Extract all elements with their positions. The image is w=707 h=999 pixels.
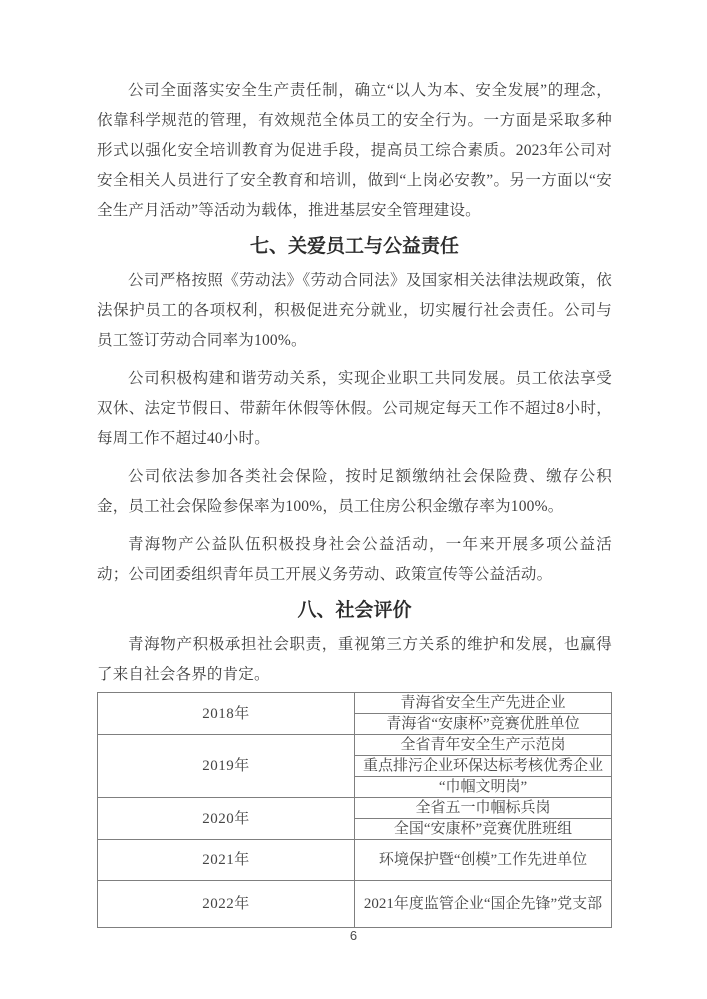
table-row bbox=[98, 798, 612, 819]
award-cell: “巾帼文明岗” bbox=[355, 777, 612, 798]
paragraph-social-evaluation-intro: 青海物产积极承担社会职责，重视第三方关系的维护和发展，也赢得了来自社会各界的肯定。 bbox=[97, 636, 612, 683]
section-heading-employee-care: 七、关爱员工与公益责任 bbox=[249, 236, 459, 257]
paragraph-social-insurance: 公司依法参加各类社会保险，按时足额缴纳社会保险费、缴存公积金，员工社会保险参保率为100%，员工住房公积金缴存率为100%。 bbox=[97, 468, 612, 515]
page-number: 6 bbox=[349, 928, 358, 943]
awards-table bbox=[97, 692, 612, 928]
paragraph-labor-law: 公司严格按照《劳动法》《劳动合同法》及国家相关法律法规政策，依法保护员工的各项权利，积极促进充分就业，切实履行社会责任。公司与员工签订劳动合同率为100%。 bbox=[97, 272, 612, 349]
year-cell: 2019年 bbox=[98, 735, 355, 798]
paragraph-safety-production: 公司全面落实安全生产责任制，确立“以人为本、安全发展”的理念，依靠科学规范的管理，有效规范全体员工的安全行为。一方面是采取多种形式以强化安全培训教育为促进手段，提高员工综合素质。2023年公司对安全相关人员进行了安全教育和培训，做到“上岗必安教”。另一方面以“安全生产月活动”等活动为载体，推进基层安全管理建设。 bbox=[97, 82, 612, 219]
section-heading-social-evaluation: 八、社会评价 bbox=[297, 600, 412, 621]
award-cell: 全国“安康杯”竞赛优胜班组 bbox=[355, 819, 612, 840]
award-cell: 重点排污企业环保达标考核优秀企业 bbox=[355, 756, 612, 777]
table-row bbox=[98, 735, 612, 756]
year-cell: 2020年 bbox=[98, 798, 355, 840]
paragraph-work-hours: 公司积极构建和谐劳动关系，实现企业职工共同发展。员工依法享受双休、法定节假日、带薪年休假等休假。公司规定每天工作不超过8小时，每周工作不超过40小时。 bbox=[97, 370, 612, 447]
award-cell: 青海省“安康杯”竞赛优胜单位 bbox=[355, 714, 612, 735]
award-cell: 2021年度监管企业“国企先锋”党支部 bbox=[355, 881, 612, 928]
table-row bbox=[98, 881, 612, 928]
table-row bbox=[98, 840, 612, 881]
year-cell: 2021年 bbox=[98, 840, 355, 881]
award-cell: 全省五一巾帼标兵岗 bbox=[355, 798, 612, 819]
table-row bbox=[98, 693, 612, 714]
paragraph-public-welfare: 青海物产公益队伍积极投身社会公益活动，一年来开展多项公益活动；公司团委组织青年员工开展义务劳动、政策宣传等公益活动。 bbox=[97, 536, 612, 583]
award-cell: 全省青年安全生产示范岗 bbox=[355, 735, 612, 756]
year-cell: 2018年 bbox=[98, 693, 355, 735]
award-cell: 环境保护暨“创模”工作先进单位 bbox=[355, 840, 612, 881]
award-cell: 青海省安全生产先进企业 bbox=[355, 693, 612, 714]
year-cell: 2022年 bbox=[98, 881, 355, 928]
